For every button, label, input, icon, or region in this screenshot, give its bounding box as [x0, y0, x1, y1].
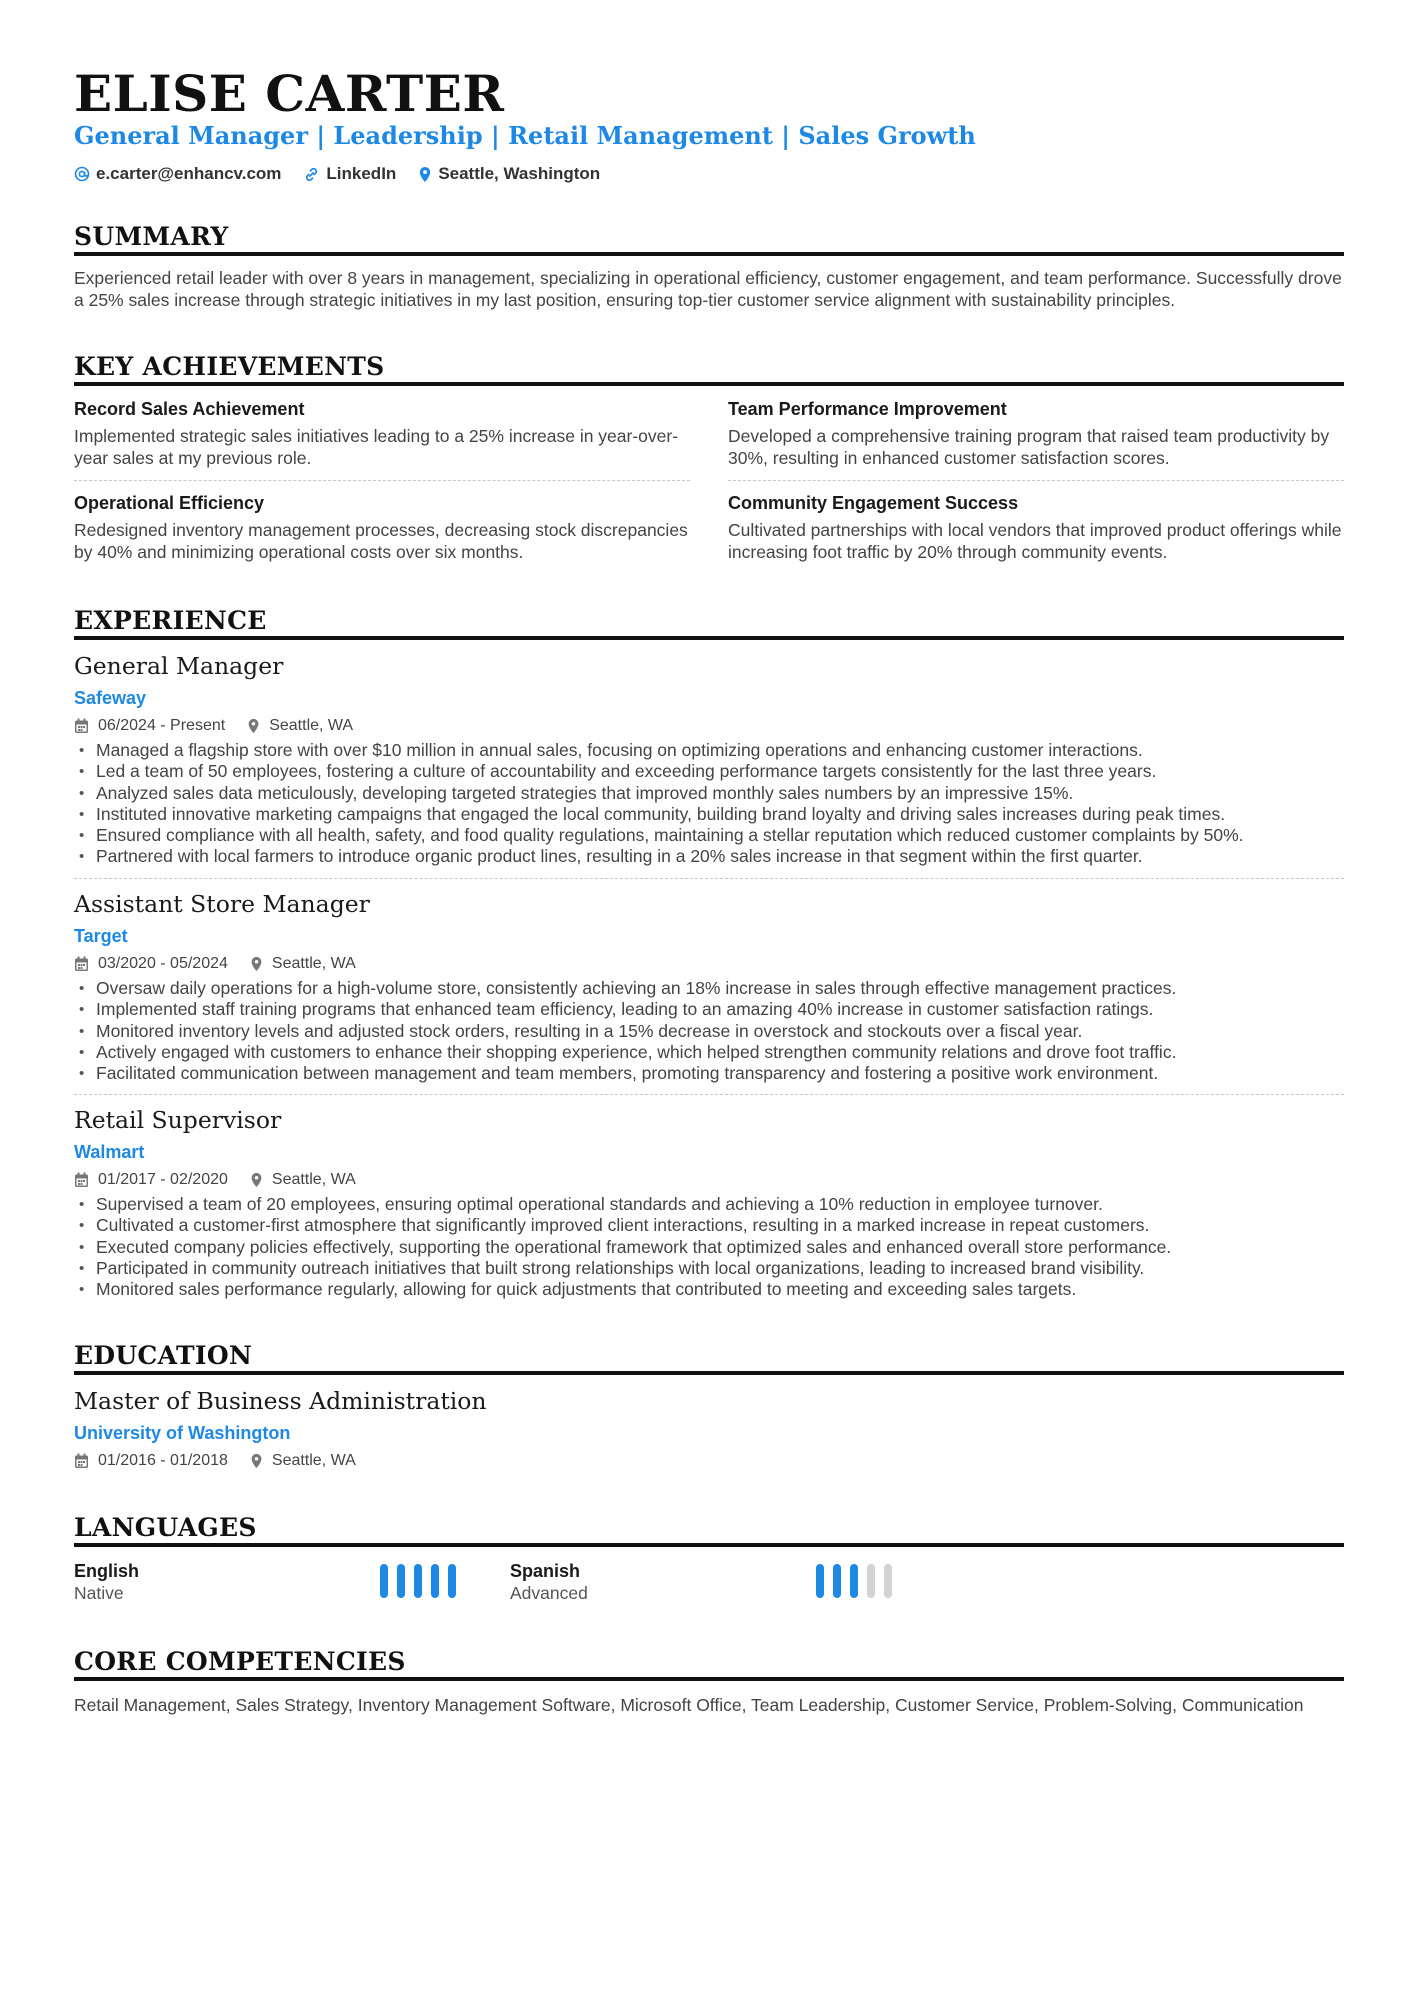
achievement-desc: Redesigned inventory management processes, decreasing stock discrepancies by 40% and minimizing operational costs over six months. — [74, 520, 688, 562]
languages-heading: LANGUAGES — [74, 1513, 257, 1542]
achievement-title: Community Engagement Success — [728, 493, 1019, 513]
rating-bar-filled — [414, 1564, 422, 1598]
achievements-rule — [74, 382, 1344, 386]
calendar-icon — [74, 1453, 89, 1469]
contact-row — [74, 163, 622, 185]
company-name: Target — [74, 926, 128, 946]
list-item: • Ensured compliance with all health, safety, and food quality regulations, maintaining a stellar reputation which reduced customer complaints by 50%. — [74, 825, 1344, 846]
achievement-item — [728, 397, 1344, 469]
list-item: • Facilitated communication between management and team members, promoting transparency and fostering a positive work environment. — [74, 1063, 1344, 1084]
rating-bar-empty — [884, 1564, 892, 1598]
summary-rule — [74, 252, 1344, 256]
calendar-icon — [74, 956, 89, 972]
calendar-icon — [74, 1172, 89, 1188]
job-meta — [74, 716, 375, 736]
job-bullets — [74, 1194, 1344, 1300]
location-pin-icon — [250, 1453, 263, 1469]
list-item: • Led a team of 50 employees, fostering a culture of accountability and exceeding performance targets consistently for the last three years. — [74, 761, 1344, 782]
education-rule — [74, 1371, 1344, 1375]
location-pin-icon — [250, 956, 263, 972]
job-dates — [74, 1170, 228, 1190]
list-item: • Actively engaged with customers to enhance their shopping experience, which helped strengthen community relations and drove foot traffic. — [74, 1042, 1344, 1063]
contact-location — [418, 163, 600, 185]
school-name: University of Washington — [74, 1423, 291, 1443]
linkedin-text: LinkedIn — [326, 164, 397, 183]
rating-bar-filled — [380, 1564, 388, 1598]
education-heading: EDUCATION — [74, 1341, 253, 1370]
calendar-icon — [74, 718, 89, 734]
achievement-desc: Cultivated partnerships with local vendors that improved product offerings while increasing foot traffic by 20% through community events. — [728, 520, 1342, 562]
competencies-rule — [74, 1677, 1344, 1681]
languages-rule — [74, 1543, 1344, 1547]
list-item: • Supervised a team of 20 employees, ensuring optimal operational standards and achieving a 10% reduction in employee turnover. — [74, 1194, 1344, 1215]
divider — [74, 480, 690, 481]
list-item: • Participated in community outreach initiatives that built strong relationships with local organizations, leading to increased brand visibility. — [74, 1258, 1344, 1279]
competencies-heading: CORE COMPETENCIES — [74, 1647, 406, 1676]
experience-rule — [74, 636, 1344, 640]
achievement-desc: Implemented strategic sales initiatives leading to a 25% increase in year-over-year sales at my previous role. — [74, 426, 679, 468]
rating-bar-filled — [833, 1564, 841, 1598]
rating-bar-empty — [867, 1564, 875, 1598]
divider — [74, 1094, 1344, 1095]
job-bullets — [74, 978, 1344, 1084]
company-name: Walmart — [74, 1142, 145, 1162]
list-item: • Implemented staff training programs that enhanced team efficiency, leading to an amazing 40% increase in customer satisfaction ratings. — [74, 999, 1344, 1020]
competencies-text: Retail Management, Sales Strategy, Inventory Management Software, Microsoft Office, Team Leadership, Customer Service, Problem-Solving, Communication — [74, 1695, 1304, 1715]
list-item: • Analyzed sales data meticulously, developing targeted strategies that improved monthly sales numbers by an impressive 15%. — [74, 783, 1344, 804]
job-title: General Manager — [74, 652, 284, 680]
achievement-title: Operational Efficiency — [74, 493, 265, 513]
headline: General Manager | Leadership | Retail Management | Sales Growth — [74, 121, 976, 150]
job-location — [250, 954, 356, 974]
education-dates — [74, 1451, 228, 1471]
rating-bar-filled — [397, 1564, 405, 1598]
list-item: • Partnered with local farmers to introduce organic product lines, resulting in a 20% sales increase in that segment within the first quarter. — [74, 846, 1344, 867]
job-meta — [74, 954, 378, 974]
rating-bar-filled — [448, 1564, 456, 1598]
divider — [74, 878, 1344, 879]
location-pin-icon — [418, 166, 432, 183]
degree-title: Master of Business Administration — [74, 1387, 487, 1415]
education-location — [250, 1451, 356, 1471]
list-item: • Cultivated a customer-first atmosphere that significantly improved client interactions, resulting in a marked increase in repeat customers. — [74, 1215, 1344, 1236]
contact-email[interactable] — [74, 163, 281, 185]
language-rating — [380, 1564, 465, 1598]
list-item: • Managed a flagship store with over $10 million in annual sales, focusing on optimizing operations and enhancing customer interactions. — [74, 740, 1344, 761]
job-bullets — [74, 740, 1344, 868]
rating-bar-filled — [816, 1564, 824, 1598]
job-title: Retail Supervisor — [74, 1106, 282, 1134]
job-dates — [74, 954, 228, 974]
dates-text: 03/2020 - 05/2024 — [98, 955, 228, 972]
location-text: Seattle, Washington — [438, 164, 601, 183]
language-level: Advanced — [510, 1583, 588, 1603]
location-text: Seattle, WA — [269, 717, 354, 734]
job-location — [247, 716, 353, 736]
job-title: Assistant Store Manager — [74, 890, 370, 918]
list-item: • Monitored inventory levels and adjusted stock orders, resulting in a 15% decrease in overstock and stockouts over a fiscal year. — [74, 1021, 1344, 1042]
education-meta — [74, 1451, 378, 1471]
achievements-heading: KEY ACHIEVEMENTS — [74, 352, 385, 381]
language-rating — [816, 1564, 901, 1598]
list-item: • Oversaw daily operations for a high-volume store, consistently achieving an 18% increase in sales through effective management practices. — [74, 978, 1344, 999]
summary-text: Experienced retail leader with over 8 years in management, specializing in operational efficiency, customer engagement, and team performance. Successfully drove a 25% sales increase through strategic initiatives in my last position, ensuring top-tier customer service alignment with sustainability principles. — [74, 268, 1342, 310]
location-text: Seattle, WA — [271, 1452, 356, 1469]
divider — [728, 480, 1344, 481]
dates-text: 01/2017 - 02/2020 — [98, 1171, 228, 1188]
list-item: • Instituted innovative marketing campaigns that engaged the local community, building brand loyalty and driving sales increases during peak times. — [74, 804, 1344, 825]
achievement-item — [74, 397, 690, 469]
location-pin-icon — [247, 718, 260, 734]
candidate-name: ELISE CARTER — [74, 64, 505, 123]
language-item — [510, 1560, 588, 1604]
link-icon — [303, 166, 320, 183]
language-level: Native — [74, 1583, 124, 1603]
email-text: e.carter@enhancv.com — [96, 164, 282, 183]
achievement-desc: Developed a comprehensive training program that raised team productivity by 30%, resulting in enhanced customer satisfaction scores. — [728, 426, 1330, 468]
language-name: Spanish — [510, 1561, 581, 1581]
experience-heading: EXPERIENCE — [74, 606, 267, 635]
summary-heading: SUMMARY — [74, 222, 229, 251]
rating-bar-filled — [431, 1564, 439, 1598]
location-pin-icon — [250, 1172, 263, 1188]
achievement-title: Team Performance Improvement — [728, 399, 1007, 419]
dates-text: 06/2024 - Present — [98, 717, 226, 734]
dates-text: 01/2016 - 01/2018 — [98, 1452, 228, 1469]
job-location — [250, 1170, 356, 1190]
job-dates — [74, 716, 225, 736]
job-meta — [74, 1170, 378, 1190]
location-text: Seattle, WA — [271, 955, 356, 972]
at-icon — [74, 166, 90, 182]
achievement-title: Record Sales Achievement — [74, 399, 305, 419]
contact-linkedin[interactable] — [303, 163, 396, 185]
list-item: • Monitored sales performance regularly, allowing for quick adjustments that contributed to meeting and exceeding sales targets. — [74, 1279, 1344, 1300]
list-item: • Executed company policies effectively, supporting the operational framework that optimized sales and enhanced overall store performance. — [74, 1237, 1344, 1258]
company-name: Safeway — [74, 688, 147, 708]
achievement-item — [74, 491, 690, 563]
language-name: English — [74, 1561, 140, 1581]
location-text: Seattle, WA — [271, 1171, 356, 1188]
language-item — [74, 1560, 139, 1604]
achievement-item — [728, 491, 1344, 563]
rating-bar-filled — [850, 1564, 858, 1598]
